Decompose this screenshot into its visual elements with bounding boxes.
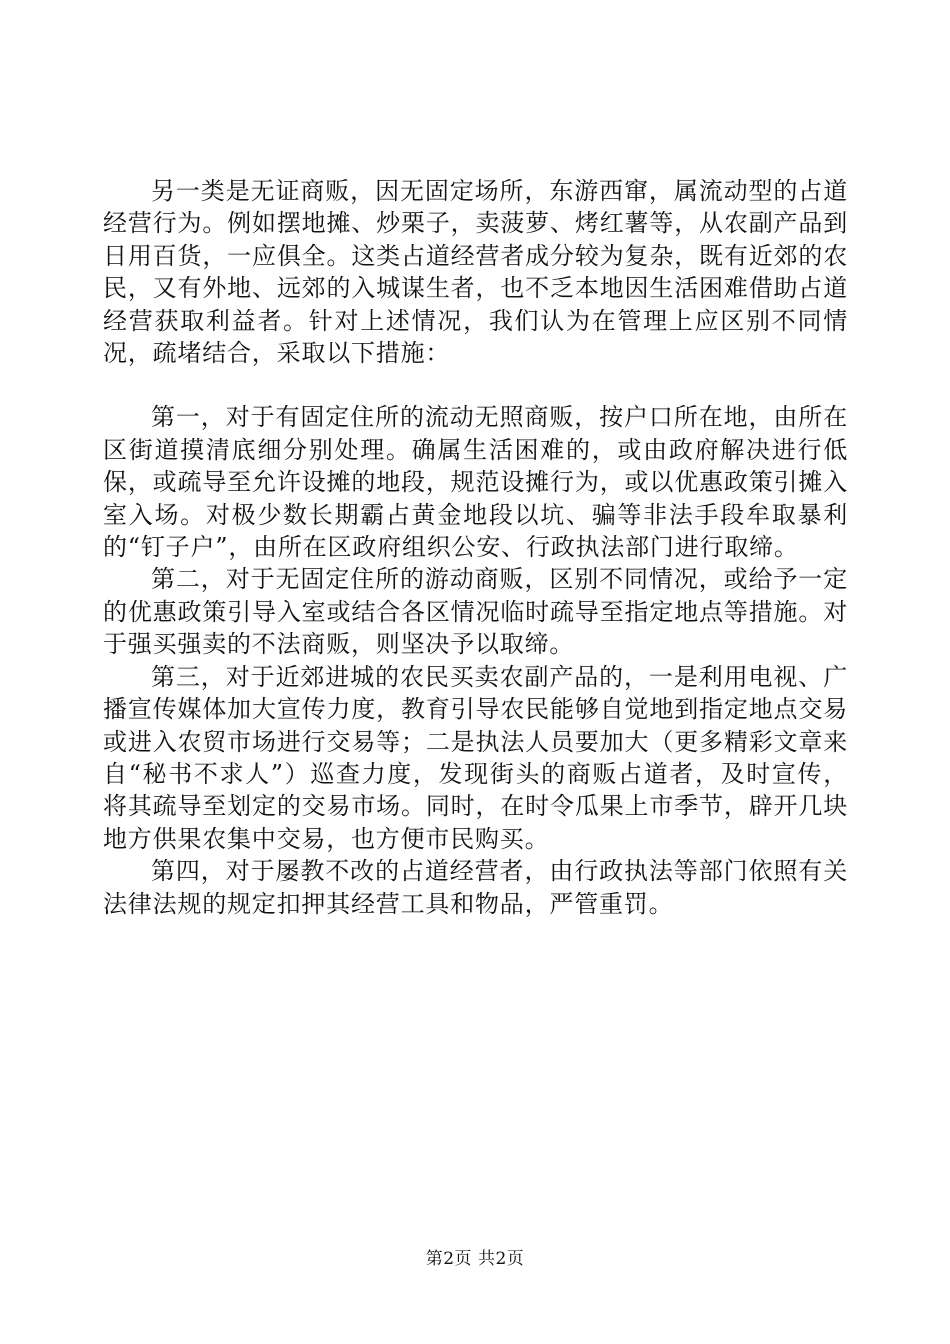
- paragraph-unlicensed-vendors: 另一类是无证商贩，因无固定场所，东游西窜，属流动型的占道经营行为。例如摆地摊、炒栗子，卖菠萝、烤红薯等，从农副产品到日用百货，一应俱全。这类占道经营者成分较为复杂，既有近郊的农民，又有外地、远郊的入城谋生者，也不乏本地因生活困难借助占道经营获取利益者。针对上述情况，我们认为在管理上应区别不同情况，疏堵结合，采取以下措施：: [103, 177, 848, 368]
- paragraph-measure-two: 第二，对于无固定住所的游动商贩，区别不同情况，或给予一定的优惠政策引导入室或结合各区情况临时疏导至指定地点等措施。对于强买强卖的不法商贩，则坚决予以取缔。: [103, 565, 848, 659]
- document-body: [103, 175, 848, 920]
- page-number-footer: 第2页 共2页: [425, 1249, 525, 1269]
- paragraph-measure-one: 第一，对于有固定住所的流动无照商贩，按户口所在地，由所在区街道摸清底细分别处理。确属生活困难的，或由政府解决进行低保，或疏导至允许设摊的地段，规范设摊行为，或以优惠政策引摊入室入场。对极少数长期霸占黄金地段以坑、骗等非法手段牟取暴利的“钉子户”，由所在区政府组织公安、行政执法部门进行取缔。: [103, 403, 848, 562]
- paragraph-measure-three: 第三，对于近郊进城的农民买卖农副产品的，一是利用电视、广播宣传媒体加大宣传力度，教育引导农民能够自觉地到指定地点交易或进入农贸市场进行交易等；二是执法人员要加大（更多精彩文章来自“秘书不求人”）巡查力度，发现街头的商贩占道者，及时宣传，将其疏导至划定的交易市场。同时，在时令瓜果上市季节，辟开几块地方供果农集中交易，也方便市民购买。: [103, 662, 848, 853]
- paragraph-measure-four: 第四，对于屡教不改的占道经营者，由行政执法等部门依照有关法律法规的规定扣押其经营工具和物品，严管重罚。: [103, 857, 848, 918]
